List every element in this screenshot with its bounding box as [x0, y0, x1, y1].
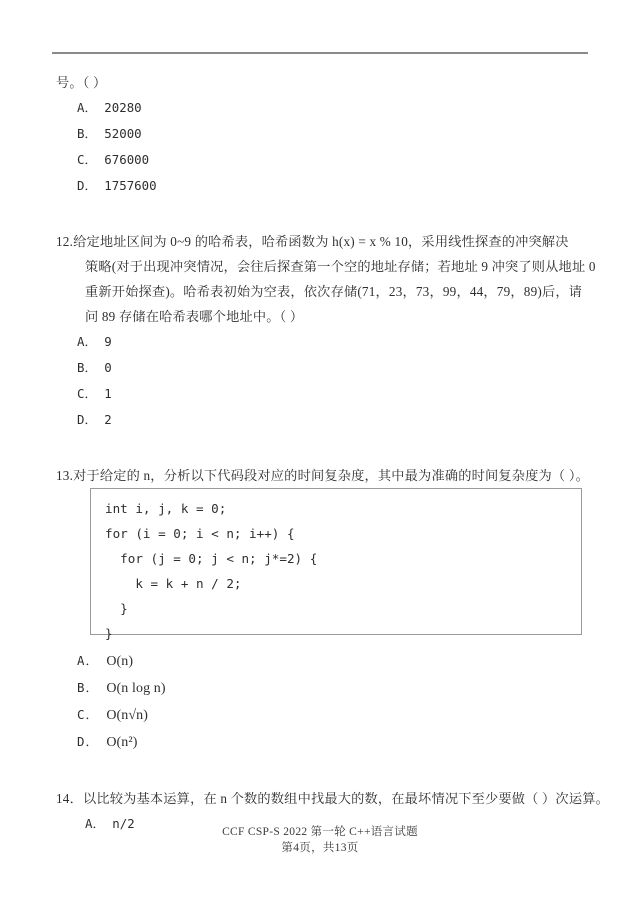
question-12-option-c[interactable]: C． 1 [77, 386, 112, 401]
code-line-2: for (i = 0; i < n; i++) { [105, 526, 295, 541]
question-13-options [0, 648, 640, 756]
question-13-option-d-value: O(n²) [106, 735, 138, 750]
question-13-option-c-value: O(n√n) [106, 708, 149, 723]
question-13-option-b-letter: B． [77, 680, 99, 695]
question-12-line-3: 重新开始探查)。哈希表初始为空表，依次存储(71，23，73，99，44，79，89)后，请 [85, 284, 583, 299]
code-line-4: k = k + n / 2; [105, 576, 242, 591]
code-line-6: } [105, 626, 113, 641]
footer-page-number: 第4页，共13页 [281, 842, 359, 854]
question-12-line-1: 12.给定地址区间为 0~9 的哈希表，哈希函数为 h(x) = x % 10，采用线性探查的冲突解决 [56, 234, 569, 249]
code-line-3: for (j = 0; j < n; j*=2) { [105, 551, 318, 566]
question-13 [0, 463, 640, 488]
page-footer [0, 824, 640, 856]
question-13-option-a-value: O(n) [106, 654, 134, 669]
page-content [0, 70, 640, 837]
question-13-option-c[interactable] [77, 702, 640, 729]
question-12 [0, 229, 640, 433]
question-14-line-1: 14．以比较为基本运算，在 n 个数的数组中找最大的数，在最坏情况下至少要做（ ）次运算。 [56, 791, 609, 806]
question-12-option-a[interactable]: A． 9 [77, 334, 112, 349]
spacer [0, 756, 640, 786]
footer-exam-title: CCF CSP-S 2022 第一轮 C++语言试题 [222, 826, 418, 838]
code-line-5: } [105, 601, 128, 616]
spacer [0, 199, 640, 229]
question-14-option-a[interactable]: A． n/2 [85, 816, 135, 831]
carryover-block [0, 70, 640, 199]
carryover-tail-line: 号。（ ） [56, 75, 107, 90]
question-13-option-a-letter: A． [77, 653, 99, 668]
carryover-option-d[interactable]: D． 1757600 [77, 178, 157, 193]
question-12-line-4: 问 89 存储在哈希表哪个地址中。（ ） [85, 309, 304, 324]
carryover-option-b[interactable]: B． 52000 [77, 126, 142, 141]
question-13-option-d[interactable] [77, 729, 640, 756]
code-line-1: int i, j, k = 0; [105, 501, 227, 516]
question-12-option-d[interactable]: D． 2 [77, 412, 112, 427]
question-13-option-d-letter: D． [77, 734, 99, 749]
question-13-option-b[interactable] [77, 675, 640, 702]
question-13-option-c-letter: C． [77, 707, 99, 722]
question-13-option-b-value: O(n log n) [106, 681, 166, 696]
carryover-option-a[interactable]: A． 20280 [77, 100, 142, 115]
carryover-option-c[interactable]: C． 676000 [77, 152, 150, 167]
question-12-option-b[interactable]: B． 0 [77, 360, 112, 375]
spacer [0, 433, 640, 463]
question-13-option-a[interactable] [77, 648, 640, 675]
question-13-line-1: 13.对于给定的 n，分析以下代码段对应的时间复杂度，其中最为准确的时间复杂度为（ ）。 [56, 468, 589, 483]
question-12-line-2: 策略(对于出现冲突情况，会往后探查第一个空的地址存储；若地址 9 冲突了则从地址 0 [85, 259, 596, 274]
header-rule [52, 52, 588, 54]
question-13-code-box [90, 488, 582, 641]
